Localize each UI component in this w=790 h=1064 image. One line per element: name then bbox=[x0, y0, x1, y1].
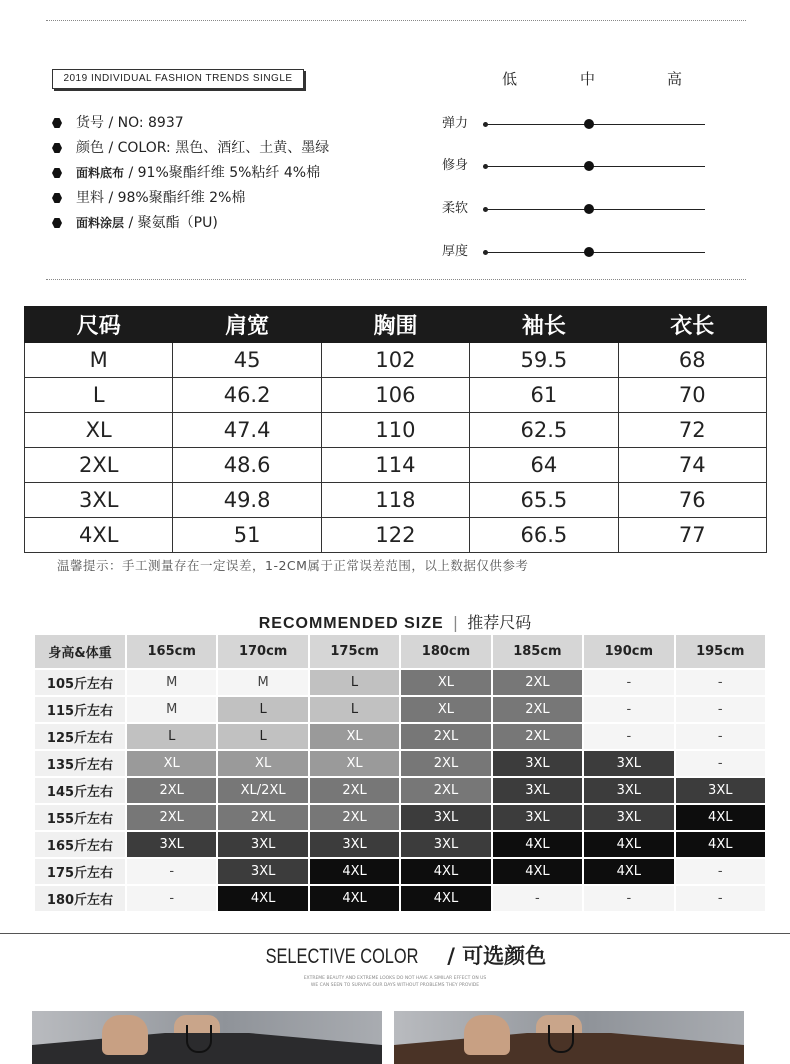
table-row: XL 47.4 110 62.5 72 bbox=[25, 413, 767, 448]
col-length: 衣长 bbox=[618, 307, 766, 343]
feature-slim: 修身 bbox=[442, 156, 712, 176]
height-165: 165cm bbox=[126, 634, 217, 669]
height-190: 190cm bbox=[583, 634, 674, 669]
level-marker-dot bbox=[584, 247, 594, 257]
hexagon-bullet-icon bbox=[52, 118, 62, 128]
hexagon-bullet-icon bbox=[52, 193, 62, 203]
mid-dotted-divider bbox=[46, 279, 746, 280]
level-high: 高 bbox=[667, 70, 683, 88]
size-table bbox=[24, 306, 767, 553]
spec-list bbox=[52, 112, 329, 237]
table-row: 2XL 48.6 114 64 74 bbox=[25, 448, 767, 483]
recommended-size-title: RECOMMENDED SIZE | 推荐尺码 bbox=[258, 613, 532, 632]
table-row: 155斤左右 2XL 2XL 2XL 3XL 3XL 3XL 4XL bbox=[34, 804, 766, 831]
height-185: 185cm bbox=[492, 634, 583, 669]
table-row: 135斤左右 XL XL XL 2XL 3XL 3XL - bbox=[34, 750, 766, 777]
height-170: 170cm bbox=[217, 634, 308, 669]
product-photo-left[interactable] bbox=[32, 1011, 382, 1064]
top-dotted-divider bbox=[46, 20, 746, 21]
level-marker-dot bbox=[584, 119, 594, 129]
col-chest: 胸围 bbox=[321, 307, 469, 343]
selective-divider bbox=[0, 933, 790, 934]
hexagon-bullet-icon bbox=[52, 168, 62, 178]
spec-item-lining: 里料 / 98%聚酯纤维 2%棉 bbox=[52, 187, 329, 212]
recommended-size-table bbox=[34, 634, 766, 912]
height-195: 195cm bbox=[675, 634, 766, 669]
recommended-header-row bbox=[34, 634, 766, 669]
table-row: L 46.2 106 61 70 bbox=[25, 378, 767, 413]
product-photo-right[interactable] bbox=[394, 1011, 744, 1064]
spec-item-number: 货号 / NO: 8937 bbox=[52, 112, 329, 137]
necklace-icon bbox=[186, 1025, 212, 1053]
level-low: 低 bbox=[502, 70, 518, 88]
hexagon-bullet-icon bbox=[52, 218, 62, 228]
necklace-icon bbox=[548, 1025, 574, 1053]
level-marker-dot bbox=[584, 161, 594, 171]
height-180: 180cm bbox=[400, 634, 491, 669]
recommended-size-chart bbox=[34, 634, 766, 912]
corner-label: 身高&体重 bbox=[34, 634, 126, 669]
spec-item-coating: 面料涂层 / 聚氨酯（PU) bbox=[52, 212, 329, 237]
table-row: M 45 102 59.5 68 bbox=[25, 343, 767, 378]
feature-softness: 柔软 bbox=[442, 199, 712, 219]
table-row: 125斤左右 L L XL 2XL 2XL - - bbox=[34, 723, 766, 750]
col-sleeve: 袖长 bbox=[470, 307, 618, 343]
feature-elasticity: 弹力 bbox=[442, 114, 712, 134]
col-size: 尺码 bbox=[25, 307, 173, 343]
hexagon-bullet-icon bbox=[52, 143, 62, 153]
table-row: 4XL 51 122 66.5 77 bbox=[25, 518, 767, 553]
table-row: 175斤左右 - 3XL 4XL 4XL 4XL 4XL - bbox=[34, 858, 766, 885]
table-row: 105斤左右 M M L XL 2XL - - bbox=[34, 669, 766, 696]
measurement-note: 温馨提示：手工测量存在一定误差，1-2CM属于正常误差范围，以上数据仅供参考 bbox=[57, 558, 529, 573]
height-175: 175cm bbox=[309, 634, 400, 669]
spec-item-fabric: 面料底布 / 91%聚酯纤维 5%粘纤 4%棉 bbox=[52, 162, 329, 187]
spec-item-color: 颜色 / COLOR: 黑色、酒红、土黄、墨绿 bbox=[52, 137, 329, 162]
fine-print: EXTREME BEAUTY AND EXTREME LOOKS DO NOT HAVE A SIMILAR EFFECT ON US WE CAN SEEN TO SURVIVE OUR DAYS WITHOUT PROBLEMS THEY PROVIDE bbox=[303, 976, 487, 988]
table-row: 165斤左右 3XL 3XL 3XL 3XL 4XL 4XL 4XL bbox=[34, 831, 766, 858]
size-table-header bbox=[25, 307, 767, 343]
level-marker-dot bbox=[584, 204, 594, 214]
feature-thickness: 厚度 bbox=[442, 242, 712, 262]
collection-tag: 2019 INDIVIDUAL FASHION TRENDS SINGLE bbox=[52, 69, 304, 89]
selective-color-title: SELECTIVE COLOR / 可选颜色 bbox=[265, 944, 547, 968]
table-row: 180斤左右 - 4XL 4XL 4XL - - - bbox=[34, 885, 766, 912]
col-shoulder: 肩宽 bbox=[173, 307, 321, 343]
table-row: 145斤左右 2XL XL/2XL 2XL 2XL 3XL 3XL 3XL bbox=[34, 777, 766, 804]
table-row: 3XL 49.8 118 65.5 76 bbox=[25, 483, 767, 518]
level-mid: 中 bbox=[580, 70, 596, 88]
table-row: 115斤左右 M L L XL 2XL - - bbox=[34, 696, 766, 723]
